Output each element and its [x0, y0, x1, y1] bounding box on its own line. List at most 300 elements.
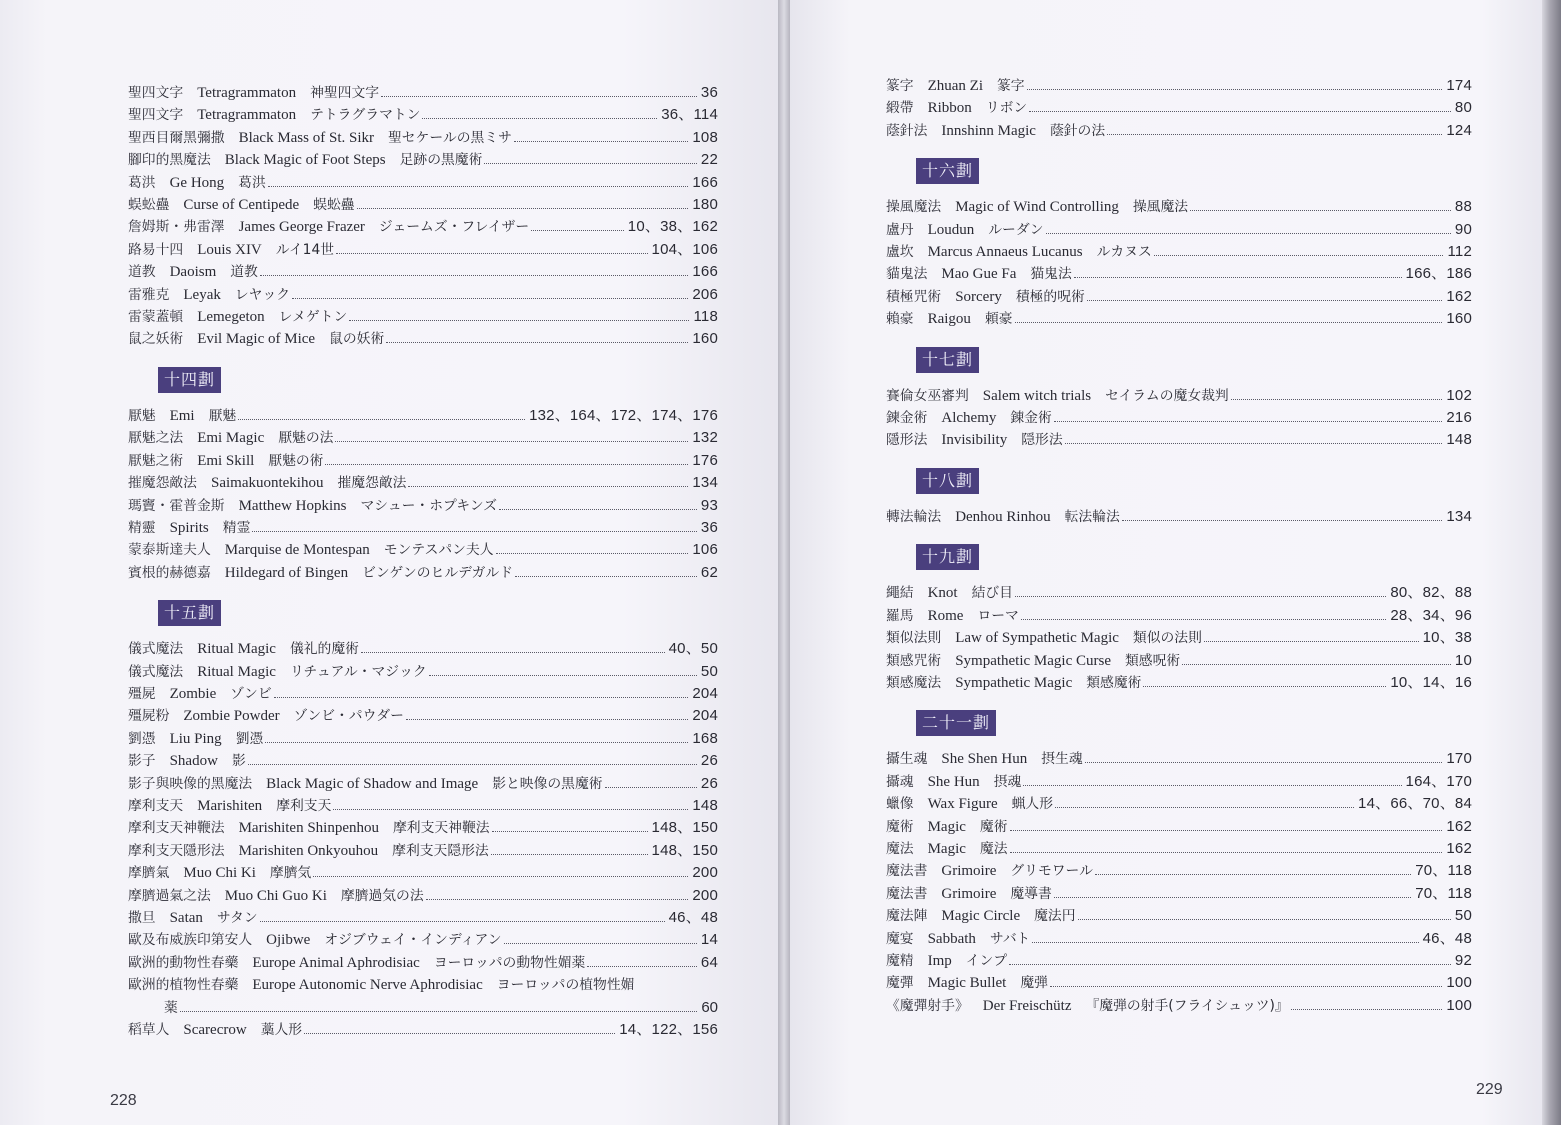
- entry-chinese-term: 雷雅克: [128, 286, 170, 303]
- index-entry: [128, 450, 718, 472]
- entry-english-term: Louis XIV: [197, 241, 262, 258]
- leader-dots: [349, 320, 689, 321]
- entry-english-term: Ge Hong: [169, 174, 225, 191]
- leader-dots: [325, 464, 688, 465]
- leader-dots: [484, 163, 697, 164]
- entry-japanese-term: ゾンビ: [230, 685, 272, 702]
- entry-page-refs: 60: [701, 998, 718, 1016]
- entry-page-refs: 104、106: [651, 240, 718, 258]
- index-entry: [886, 928, 1472, 950]
- entry-english-term: Magic: [927, 840, 966, 857]
- index-entry: [128, 795, 718, 817]
- entry-chinese-term: 摧魔怨敵法: [128, 475, 197, 492]
- leader-dots: [386, 342, 688, 343]
- entry-japanese-term: ヨーロッパの動物性媚薬: [433, 954, 586, 971]
- entry-english-term: Rome: [927, 607, 964, 624]
- leader-dots: [333, 809, 688, 810]
- entry-japanese-term: 魔法: [979, 840, 1008, 857]
- entry-japanese-term: 蜈蚣蠱: [313, 197, 355, 214]
- entry-english-term: Tetragrammaton: [197, 107, 297, 124]
- leader-dots: [499, 509, 697, 510]
- entry-japanese-term: 葛洪: [238, 174, 266, 191]
- leader-dots: [304, 1033, 615, 1034]
- entry-chinese-term: 賽倫女巫審判: [886, 387, 969, 404]
- entry-english-term: She Hun: [927, 773, 980, 790]
- entry-english-term: Hildegard of Bingen: [224, 564, 349, 581]
- entry-chinese-term: 攝魂: [886, 773, 914, 790]
- entry-english-term: Mao Gue Fa: [941, 266, 1017, 283]
- entry-english-term: Marishiten Shinpenhou: [238, 820, 379, 837]
- entry-japanese-term: 鼠の妖術: [329, 331, 385, 348]
- entry-page-refs: 46、48: [1422, 929, 1472, 947]
- section-label: 十七劃: [916, 347, 979, 373]
- entry-english-term: Liu Ping: [169, 730, 222, 747]
- leader-dots: [274, 697, 689, 698]
- entry-page-refs: 176: [692, 451, 718, 469]
- leader-dots: [1054, 421, 1443, 422]
- index-entry: [128, 661, 718, 683]
- entry-page-refs: 200: [692, 886, 718, 904]
- leader-dots: [1143, 686, 1386, 687]
- entry-chinese-term: 攝生魂: [886, 751, 928, 768]
- section-label: 十九劃: [916, 544, 979, 570]
- entry-english-term: Black Magic of Shadow and Image: [266, 775, 479, 792]
- entry-page-refs: 162: [1446, 839, 1472, 857]
- entry-japanese-term: 神聖四文字: [310, 85, 380, 101]
- entry-page-refs: 166: [692, 263, 718, 281]
- entry-english-term: Ritual Magic: [197, 663, 276, 680]
- leader-dots: [1054, 897, 1411, 898]
- entry-japanese-term: 精霊: [222, 519, 251, 536]
- entry-chinese-term: 撒旦: [128, 910, 156, 926]
- entry-page-refs: 100: [1446, 974, 1472, 992]
- entry-english-term: Emi Magic: [197, 430, 265, 447]
- entry-japanese-term: 隠形法: [1021, 432, 1063, 449]
- entry-page-refs: 102: [1446, 386, 1472, 404]
- entry-english-term: Marcus Annaeus Lucanus: [927, 244, 1083, 261]
- entry-chinese-term: 貓鬼法: [886, 266, 928, 283]
- entry-english-term: Marquise de Montespan: [224, 542, 370, 559]
- entry-page-refs: 204: [692, 684, 718, 702]
- entry-japanese-term: グリモワール: [1010, 863, 1093, 880]
- entry-english-term: Salem witch trials: [982, 387, 1092, 404]
- leader-dots: [515, 576, 697, 577]
- leader-dots: [422, 118, 657, 119]
- leader-dots: [496, 553, 689, 554]
- index-entry: [886, 627, 1472, 649]
- entry-english-term: Marishiten: [197, 797, 263, 814]
- entry-japanese-term: 劉憑: [235, 730, 264, 747]
- index-entry: [128, 885, 718, 907]
- entry-japanese-term: オジブウェイ・インディアン: [324, 932, 502, 949]
- entry-page-refs: 88: [1454, 198, 1472, 216]
- section-heading: [916, 347, 1472, 373]
- section-label: 二十一劃: [916, 710, 996, 736]
- entry-english-term: Magic: [927, 818, 966, 835]
- entry-japanese-term: 厭魅の術: [268, 452, 324, 469]
- index-entry: [886, 816, 1472, 838]
- entry-chinese-term: 歐洲的植物性春藥: [128, 977, 239, 994]
- entry-japanese-term: 影と映像の黒魔術: [492, 775, 603, 792]
- leader-dots: [531, 230, 624, 231]
- entry-page-refs: 174: [1446, 77, 1472, 94]
- entry-page-refs: 80: [1454, 99, 1472, 117]
- index-entry: [886, 838, 1472, 860]
- leader-dots: [1231, 399, 1443, 400]
- entry-japanese-term: 頼豪: [984, 311, 1013, 328]
- leader-dots: [313, 876, 688, 877]
- entry-english-term: Lemegeton: [197, 309, 265, 326]
- index-entry: [886, 97, 1472, 119]
- entry-chinese-term: 魔法陣: [886, 908, 928, 925]
- entry-chinese-term: 賓根的赫德嘉: [128, 564, 211, 581]
- entry-chinese-term: 葛洪: [128, 174, 156, 191]
- entry-chinese-term: 瑪竇・霍普金斯: [128, 497, 225, 514]
- section-heading: [916, 158, 1472, 184]
- index-entry: [886, 219, 1472, 241]
- entry-japanese-term: 類似の法則: [1132, 630, 1202, 647]
- entry-page-refs: 164、170: [1405, 772, 1472, 790]
- leader-dots: [1122, 520, 1443, 521]
- entry-page-refs: 160: [692, 330, 718, 348]
- entry-japanese-term: インプ: [965, 952, 1008, 969]
- entry-english-term: Spirits: [169, 519, 209, 536]
- entry-english-term: Ritual Magic: [197, 641, 276, 658]
- entry-english-term: Black Mass of St. Sikr: [238, 129, 374, 146]
- entry-japanese-term: 積極的呪術: [1015, 288, 1085, 305]
- index-entry: [128, 705, 718, 727]
- index-entry: [886, 196, 1472, 218]
- entry-page-refs: 132、164、172、174、176: [529, 406, 718, 424]
- entry-english-term: Emi Skill: [197, 452, 255, 469]
- entry-chinese-term: 聖四文字: [128, 85, 184, 101]
- entry-page-refs: 132: [692, 429, 718, 447]
- index-entry: [886, 429, 1472, 451]
- leader-dots: [1078, 919, 1451, 920]
- index-entry: [886, 905, 1472, 927]
- entry-chinese-term: 類感魔法: [886, 674, 942, 691]
- entry-chinese-term: 隱形法: [886, 432, 928, 449]
- entry-english-term: Alchemy: [941, 410, 997, 427]
- entry-chinese-term: 殭屍: [128, 685, 156, 702]
- entry-page-refs: 26: [700, 752, 718, 770]
- leader-dots: [252, 531, 697, 532]
- entry-english-term: Magic Bullet: [927, 975, 1007, 992]
- entry-english-term: Ribbon: [927, 100, 972, 117]
- section-heading: [916, 544, 1472, 570]
- leader-dots: [1029, 111, 1451, 112]
- entry-chinese-term: 摩利支天隱形法: [128, 842, 225, 859]
- index-entry: [128, 974, 718, 996]
- leader-dots: [265, 742, 688, 743]
- leader-dots: [1021, 619, 1387, 620]
- index-entry: [886, 385, 1472, 407]
- leader-dots: [426, 899, 689, 900]
- entry-chinese-term: 魔彈: [886, 975, 914, 992]
- entry-chinese-term: 蜈蚣蠱: [128, 197, 170, 214]
- leader-dots: [504, 943, 697, 944]
- leader-dots: [1015, 322, 1443, 323]
- entry-japanese-term: ゾンビ・パウダー: [293, 708, 404, 725]
- entry-page-refs: 62: [700, 563, 718, 581]
- entry-chinese-term: 厭魅: [128, 407, 156, 424]
- entry-english-term: Wax Figure: [927, 796, 998, 813]
- entry-page-refs: 93: [700, 496, 718, 514]
- index-entry: [128, 539, 718, 561]
- index-entry: [128, 1019, 718, 1041]
- entry-page-refs: 106: [692, 541, 718, 559]
- entry-page-refs: 28、34、96: [1390, 606, 1472, 624]
- entry-english-term: Shadow: [169, 753, 218, 770]
- entry-english-term: Saimakuontekihou: [210, 475, 324, 492]
- leader-dots: [381, 96, 697, 97]
- entry-japanese-term: テトラグラマトン: [310, 107, 421, 124]
- index-entry: [128, 194, 718, 216]
- entry-japanese-continued: 薬: [164, 999, 178, 1016]
- right-index-column: [886, 75, 1472, 1017]
- entry-english-term: Loudun: [927, 221, 975, 238]
- index-entry: [128, 427, 718, 449]
- entry-page-refs: 100: [1446, 996, 1472, 1014]
- entry-chinese-term: 影子與映像的黑魔法: [128, 775, 253, 792]
- leader-dots: [1015, 596, 1386, 597]
- leader-dots: [514, 141, 688, 142]
- entry-english-term: Der Freischütz: [982, 997, 1072, 1014]
- entry-japanese-term: マシュー・ホプキンズ: [360, 497, 498, 514]
- section-heading: [916, 710, 1472, 736]
- entry-japanese-term: 錬金術: [1010, 410, 1052, 427]
- entry-japanese-term: 聖セケールの黒ミサ: [388, 129, 512, 146]
- entry-chinese-term: 類似法則: [886, 630, 942, 647]
- entry-page-refs: 50: [700, 662, 718, 680]
- entry-english-term: Imp: [927, 952, 952, 969]
- leader-dots: [1023, 785, 1401, 786]
- leader-dots: [238, 419, 525, 420]
- entry-japanese-term: 摧魔怨敵法: [337, 475, 407, 492]
- entry-english-term: Tetragrammaton: [197, 85, 297, 101]
- book-gutter: [778, 0, 790, 1125]
- entry-page-refs: 168: [692, 729, 718, 747]
- entry-chinese-term: 類感咒術: [886, 652, 942, 669]
- entry-english-term: Muo Chi Ki: [183, 865, 256, 882]
- entry-english-term: Invisibility: [941, 432, 1008, 449]
- entry-japanese-term: 摂魂: [993, 773, 1022, 790]
- leader-dots: [605, 787, 697, 788]
- index-entry: [128, 405, 718, 427]
- entry-japanese-term: ルーダン: [988, 221, 1044, 238]
- index-entry: [128, 328, 718, 350]
- entry-page-refs: 204: [692, 707, 718, 725]
- entry-japanese-term: 蔭針の法: [1049, 122, 1106, 139]
- leader-dots: [1085, 762, 1443, 763]
- entry-chinese-term: 魔法: [886, 840, 914, 857]
- leader-dots: [1074, 277, 1402, 278]
- leader-dots: [260, 921, 665, 922]
- leader-dots: [1182, 664, 1451, 665]
- entry-english-term: James George Frazer: [238, 219, 365, 236]
- entry-japanese-term: 類感呪術: [1125, 652, 1181, 669]
- entry-chinese-term: 緞帶: [886, 100, 914, 117]
- leader-dots: [1050, 986, 1442, 987]
- entry-chinese-term: 儀式魔法: [128, 641, 184, 658]
- entry-english-term: Marishiten Onkyouhou: [238, 842, 379, 859]
- entry-chinese-term: 蔭針法: [886, 122, 928, 139]
- entry-chinese-term: 蠟像: [886, 796, 914, 813]
- entry-english-term: Innshinn Magic: [941, 122, 1036, 139]
- index-entry: [886, 241, 1472, 263]
- entry-page-refs: 216: [1446, 409, 1472, 427]
- entry-english-term: Zombie: [169, 685, 217, 702]
- entry-english-term: Leyak: [183, 286, 221, 303]
- entry-chinese-term: 摩利支天: [128, 797, 184, 814]
- index-entry: [128, 306, 718, 328]
- entry-page-refs: 166、186: [1405, 265, 1472, 283]
- entry-chinese-term: 儀式魔法: [128, 663, 184, 680]
- entry-english-term: Europe Autonomic Nerve Aphrodisiac: [252, 977, 483, 994]
- leader-dots: [1055, 807, 1354, 808]
- entry-japanese-term: 摩臍過気の法: [340, 887, 424, 904]
- leader-dots: [408, 486, 688, 487]
- entry-page-refs: 148、150: [651, 841, 718, 859]
- entry-page-refs: 10: [1454, 651, 1472, 669]
- entry-page-refs: 124: [1446, 121, 1472, 139]
- leader-dots: [268, 186, 689, 187]
- index-entry: [886, 286, 1472, 308]
- entry-japanese-term: 摂生魂: [1041, 751, 1083, 768]
- entry-chinese-term: 摩臍氣: [128, 865, 170, 882]
- index-entry: [886, 407, 1472, 429]
- entry-japanese-term: 摩利支天: [276, 797, 332, 814]
- entry-japanese-term: 蝋人形: [1011, 796, 1054, 813]
- entry-page-refs: 134: [692, 474, 718, 492]
- left-page: [0, 0, 778, 1125]
- entry-japanese-term: レヤック: [234, 286, 291, 303]
- leader-dots: [587, 966, 697, 967]
- entry-english-term: Curse of Centipede: [183, 197, 300, 214]
- index-entry: [886, 672, 1472, 694]
- leader-dots: [429, 675, 697, 676]
- index-entry: [886, 860, 1472, 882]
- entry-chinese-term: 腳印的黑魔法: [128, 152, 211, 169]
- entry-chinese-term: 鼠之妖術: [128, 331, 184, 348]
- section-label: 十四劃: [158, 367, 221, 393]
- entry-chinese-term: 蒙泰斯達夫人: [128, 542, 211, 559]
- entry-page-refs: 14、66、70、84: [1358, 795, 1472, 813]
- leader-dots: [292, 298, 688, 299]
- index-entry: [128, 495, 718, 517]
- leader-dots: [357, 208, 689, 209]
- entry-page-refs: 118: [693, 308, 718, 326]
- leader-dots: [491, 854, 648, 855]
- section-heading: [158, 600, 718, 626]
- entry-page-refs: 148: [692, 796, 718, 814]
- index-entry: [886, 793, 1472, 815]
- index-entry: [128, 517, 718, 539]
- entry-page-refs: 112: [1447, 243, 1472, 261]
- entry-japanese-term: 魔術: [979, 818, 1008, 835]
- entry-japanese-term: 『魔弾の射手(フライシュッツ)』: [1085, 997, 1289, 1014]
- entry-page-refs: 26: [700, 774, 718, 792]
- entry-page-refs: 166: [692, 173, 718, 191]
- leader-dots: [1010, 830, 1443, 831]
- entry-japanese-term: 操風魔法: [1132, 199, 1189, 216]
- entry-page-refs: 14: [700, 931, 718, 949]
- index-entry: [128, 862, 718, 884]
- entry-english-term: Denhou Rinhou: [955, 508, 1051, 525]
- index-entry: [128, 127, 718, 149]
- entry-chinese-term: 殭屍粉: [128, 708, 170, 725]
- entry-page-refs: 90: [1454, 220, 1472, 238]
- index-entry: [886, 950, 1472, 972]
- entry-page-refs: 180: [692, 196, 718, 214]
- entry-english-term: Ojibwe: [266, 932, 311, 949]
- entry-chinese-term: 精靈: [128, 519, 156, 536]
- section-label: 十八劃: [916, 468, 979, 494]
- index-entry: [128, 728, 718, 750]
- entry-page-refs: 162: [1446, 817, 1472, 835]
- entry-chinese-term: 魔宴: [886, 930, 914, 947]
- entry-english-term: Scarecrow: [183, 1022, 247, 1039]
- index-entry: [886, 582, 1472, 604]
- page-stack-edge: [1542, 0, 1561, 1125]
- entry-japanese-term: 摩利支天神鞭法: [392, 820, 490, 837]
- entry-chinese-term: 劉憑: [128, 730, 156, 747]
- index-entry: [886, 883, 1472, 905]
- entry-page-refs: 50: [1454, 907, 1472, 925]
- leader-dots: [180, 1011, 698, 1012]
- entry-chinese-term: 厭魅之術: [128, 452, 184, 469]
- index-entry: [128, 638, 718, 660]
- entry-chinese-term: 魔法書: [886, 885, 928, 902]
- index-entry: [886, 771, 1472, 793]
- leader-dots: [1291, 1009, 1443, 1010]
- leader-dots: [248, 764, 697, 765]
- entry-english-term: Daoism: [169, 264, 217, 281]
- entry-page-refs: 64: [700, 953, 718, 971]
- leader-dots: [336, 253, 648, 254]
- entry-page-refs: 36: [700, 84, 718, 101]
- index-entry: [886, 995, 1472, 1017]
- leader-dots: [1032, 942, 1418, 943]
- leader-dots: [1046, 233, 1451, 234]
- entry-japanese-term: 摩利支天隠形法: [392, 842, 489, 859]
- entry-japanese-term: レメゲトン: [278, 309, 348, 326]
- index-entry: [886, 263, 1472, 285]
- entry-japanese-term: ローマ: [977, 607, 1019, 624]
- leader-dots: [1107, 134, 1442, 135]
- entry-japanese-term: 魔法円: [1034, 908, 1076, 925]
- index-entry: [886, 75, 1472, 97]
- entry-english-term: Sabbath: [927, 930, 976, 947]
- entry-english-term: Muo Chi Guo Ki: [224, 887, 327, 904]
- entry-japanese-term: ヨーロッパの植物性媚: [496, 977, 635, 994]
- entry-page-refs: 22: [700, 151, 718, 169]
- entry-english-term: Grimoire: [941, 885, 997, 902]
- entry-japanese-term: 影: [231, 753, 246, 770]
- index-entry: [886, 748, 1472, 770]
- entry-english-term: Sorcery: [955, 288, 1002, 305]
- entry-japanese-term: 結び目: [971, 585, 1013, 602]
- entry-japanese-term: ルカヌス: [1096, 244, 1152, 261]
- entry-japanese-term: モンテスパン夫人: [383, 542, 494, 559]
- entry-chinese-term: 摩臍過氣之法: [128, 887, 211, 904]
- leader-dots: [1190, 210, 1451, 211]
- section-label: 十五劃: [158, 600, 221, 626]
- entry-page-refs: 148、150: [651, 819, 718, 837]
- leader-dots: [1027, 89, 1443, 90]
- index-entry: [886, 308, 1472, 330]
- entry-chinese-term: 積極咒術: [886, 288, 942, 305]
